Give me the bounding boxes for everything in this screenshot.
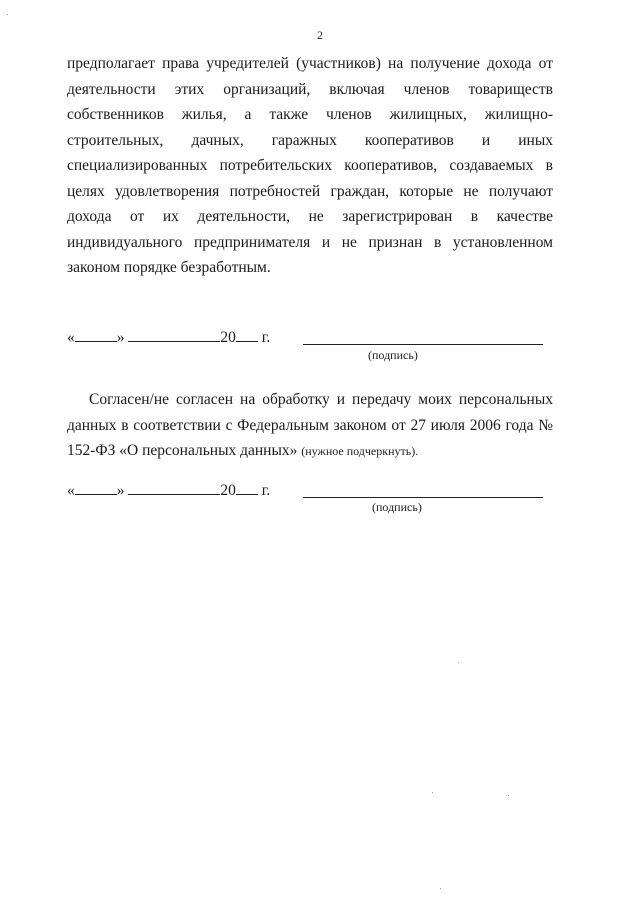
- scan-speck: [458, 662, 459, 663]
- month-blank: [128, 480, 220, 495]
- open-quote: «: [67, 482, 75, 499]
- date-field: [67, 480, 270, 500]
- scan-speck: [432, 792, 433, 793]
- consent-paragraph: [67, 387, 553, 465]
- scan-speck: [7, 14, 8, 15]
- month-blank: [128, 327, 220, 342]
- open-quote: «: [67, 329, 75, 346]
- date-field: [67, 327, 270, 347]
- year-suffix: г.: [261, 482, 271, 499]
- paragraph-text: предполагает права учредителей (участников) на получение дохода от деятельности этих организаций, включая членов товариществ собственников жилья, а также членов жилищных, жилищно-строительных, дачных, гаражных кооперативов и иных специализированных потребительских кооперативов, создаваемых в целях удовлетворения потребностей граждан, которые не получают дохода от их деятельности, не зарегистрирован в качестве индивидуального предпринимателя и не признан в установленном законом порядке безработным.: [67, 55, 553, 276]
- paragraph-continuation: [67, 51, 553, 281]
- day-blank: [75, 480, 117, 495]
- signature-rule: [303, 497, 543, 498]
- close-quote: »: [116, 482, 125, 499]
- signature-line-1: [67, 327, 553, 349]
- year-suffix: г.: [261, 329, 271, 346]
- signature-line-2: [67, 480, 553, 502]
- year-prefix: 20: [220, 482, 236, 499]
- scan-speck: [440, 888, 441, 889]
- consent-note: (нужное подчеркнуть).: [301, 444, 419, 458]
- page-number: 2: [317, 28, 323, 42]
- scan-speck: [508, 795, 509, 796]
- day-blank: [75, 327, 117, 342]
- signature-caption-2: (подпись): [372, 500, 422, 514]
- year-blank: [236, 327, 258, 342]
- close-quote: »: [116, 329, 125, 346]
- year-prefix: 20: [220, 329, 236, 346]
- signature-rule: [303, 344, 543, 345]
- consent-text: Согласен/не согласен на обработку и передачу моих персональных данных в соответствии с Федеральным законом от 27 июля 2006 года № 152-ФЗ «О персональных данных»: [67, 391, 553, 459]
- signature-caption-1: (подпись): [368, 348, 418, 362]
- year-blank: [236, 480, 258, 495]
